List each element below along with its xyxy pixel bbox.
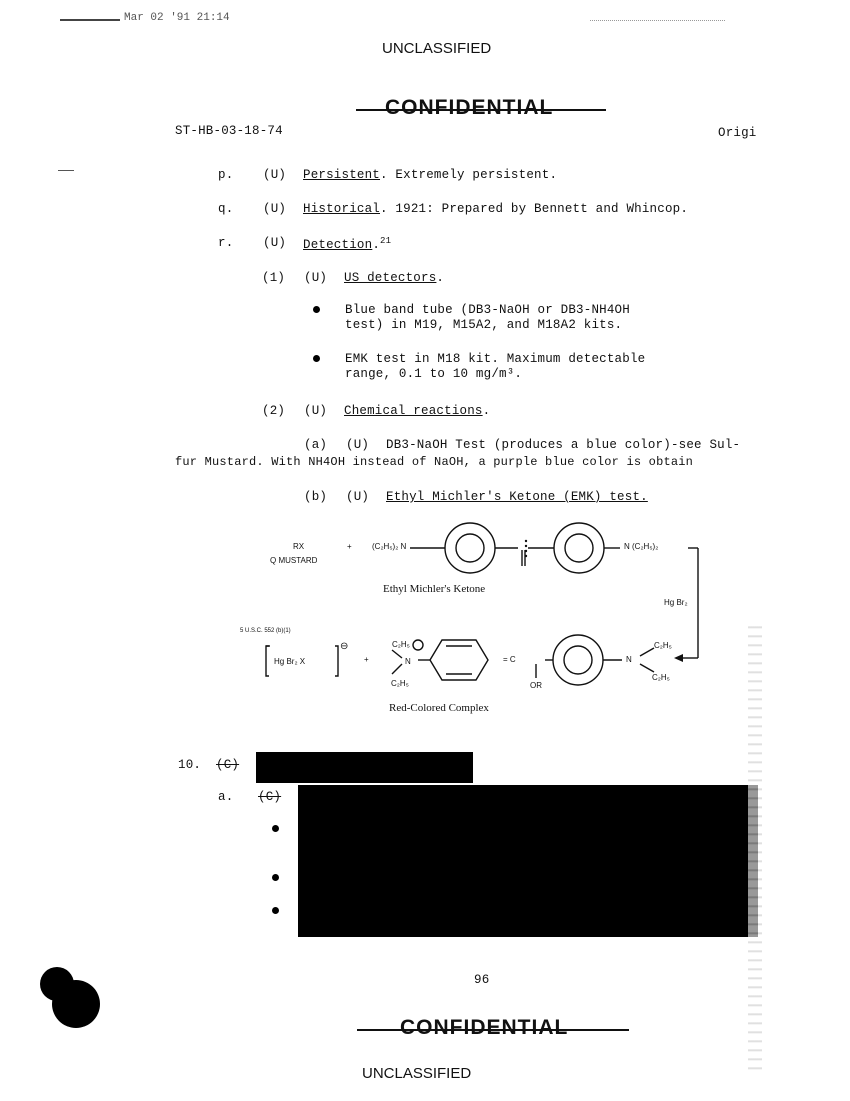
redaction-body [298,785,758,937]
hole-punch-2 [52,980,100,1028]
diagram-plus-1: + [347,542,352,551]
fax-header: Mar 02 '91 21:14 [124,12,230,24]
confidential-bottom: CONFIDENTIAL [400,1016,569,1039]
diagram-n-plus: N [405,657,411,666]
diagram-rx: RX [293,542,305,551]
bullet-1-line-2: test) in M19, M15A2, and M18A2 kits. [345,318,623,332]
section-10-num: 10. [178,758,202,772]
item-p-tag: (U) [263,168,287,182]
bullet-10-1 [272,825,279,832]
diagram-complex-left: Hg Br₂ X [274,657,306,666]
detectors-num: (1) [262,271,286,285]
item-q-tag: (U) [263,202,287,216]
scan-edge-noise [748,620,762,1070]
diagram-hgbr2: Hg Br₂ [664,598,688,607]
detectors-tag: (U) [304,271,328,285]
item-r-letter: r. [218,236,234,250]
reactions-tag: (U) [304,404,328,418]
diagram-eq-c: = C [503,655,516,664]
item-q-title: Historical [303,202,381,216]
diagram-amine: (C₂H₅)₂ N [372,542,407,551]
ketone-label: Ethyl Michler's Ketone [383,583,486,595]
doc-number: ST-HB-03-18-74 [175,124,283,138]
benzene-ring-1 [445,523,495,573]
reactions-title: Chemical reactions [344,404,483,418]
origin-stamp: Origi [718,126,757,140]
diagram-c2h5-3: C₂H₅ [654,641,672,650]
item-r-line: Detection.$^{21}$ [303,236,392,253]
reactions-num: (2) [262,404,286,418]
classification-top: UNCLASSIFIED [382,40,492,57]
detectors-title-line: US detectors. [344,271,445,285]
classification-bottom: UNCLASSIFIED [362,1065,472,1082]
section-10a-tag: (C) [258,790,282,804]
diagram-c2h5-2: C₂H₅ [391,679,409,688]
reaction-a-num: (a) [304,438,328,452]
item-p-title: Persistent [303,168,381,182]
benzene-ring-2 [554,523,604,573]
section-10-tag: (C) [216,758,240,772]
diagram-n-right: N (C₂H₅)₂ [624,542,659,551]
usc-marking: 5 U.S.C. 552 (b)(1) [240,628,291,634]
item-p-letter: p. [218,168,234,182]
reaction-b-num: (b) [304,490,328,504]
detectors-title: US detectors [344,271,437,285]
item-r-title: Detection [303,238,373,253]
item-r-footnote: 21 [380,236,392,246]
diagram-n-far: N [626,655,632,664]
reaction-a-tag: (U) [346,438,370,452]
reaction-a-line-2: fur Mustard. With NH4OH instead of NaOH, a purple blue color is obtain [175,455,694,469]
section-10a-letter: a. [218,790,234,804]
item-r-tag: (U) [263,236,287,250]
item-q-text: . 1921: Prepared by Bennett and Whincop. [380,202,689,216]
confidential-top: CONFIDENTIAL [385,96,554,119]
reactions-title-line: Chemical reactions. [344,404,491,418]
bullet-10-2 [272,874,279,881]
benzene-ring-3 [553,635,603,685]
item-p-text: . Extremely persistent. [380,168,558,182]
diagram-charge: ⊖ [340,641,349,652]
item-q-letter: q. [218,202,234,216]
diagram-or: OR [530,681,542,690]
diagram-plus-2: + [364,655,369,664]
bullet-1-line-1: Blue band tube (DB3-NaOH or DB3-NH4OH [345,303,630,317]
bullet-2-line-2: range, 0.1 to 10 mg/m³. [345,367,523,381]
redaction-title [256,752,473,783]
reaction-b-title: Ethyl Michler's Ketone (EMK) test. [386,490,648,504]
bullet-2-line-1: EMK test in M18 kit. Maximum detectable [345,352,646,366]
reaction-a-line-1: DB3-NaOH Test (produces a blue color)-see Sul- [386,438,741,452]
diagram-c2h5-1: C₂H₅ [392,640,410,649]
bullet-10-3 [272,907,279,914]
complex-label: Red-Colored Complex [389,702,489,714]
reaction-b-tag: (U) [346,490,370,504]
page-number: 96 [474,973,490,987]
diagram-mustard: Q MUSTARD [270,556,318,565]
diagram-c2h5-4: C₂H₅ [652,673,670,682]
